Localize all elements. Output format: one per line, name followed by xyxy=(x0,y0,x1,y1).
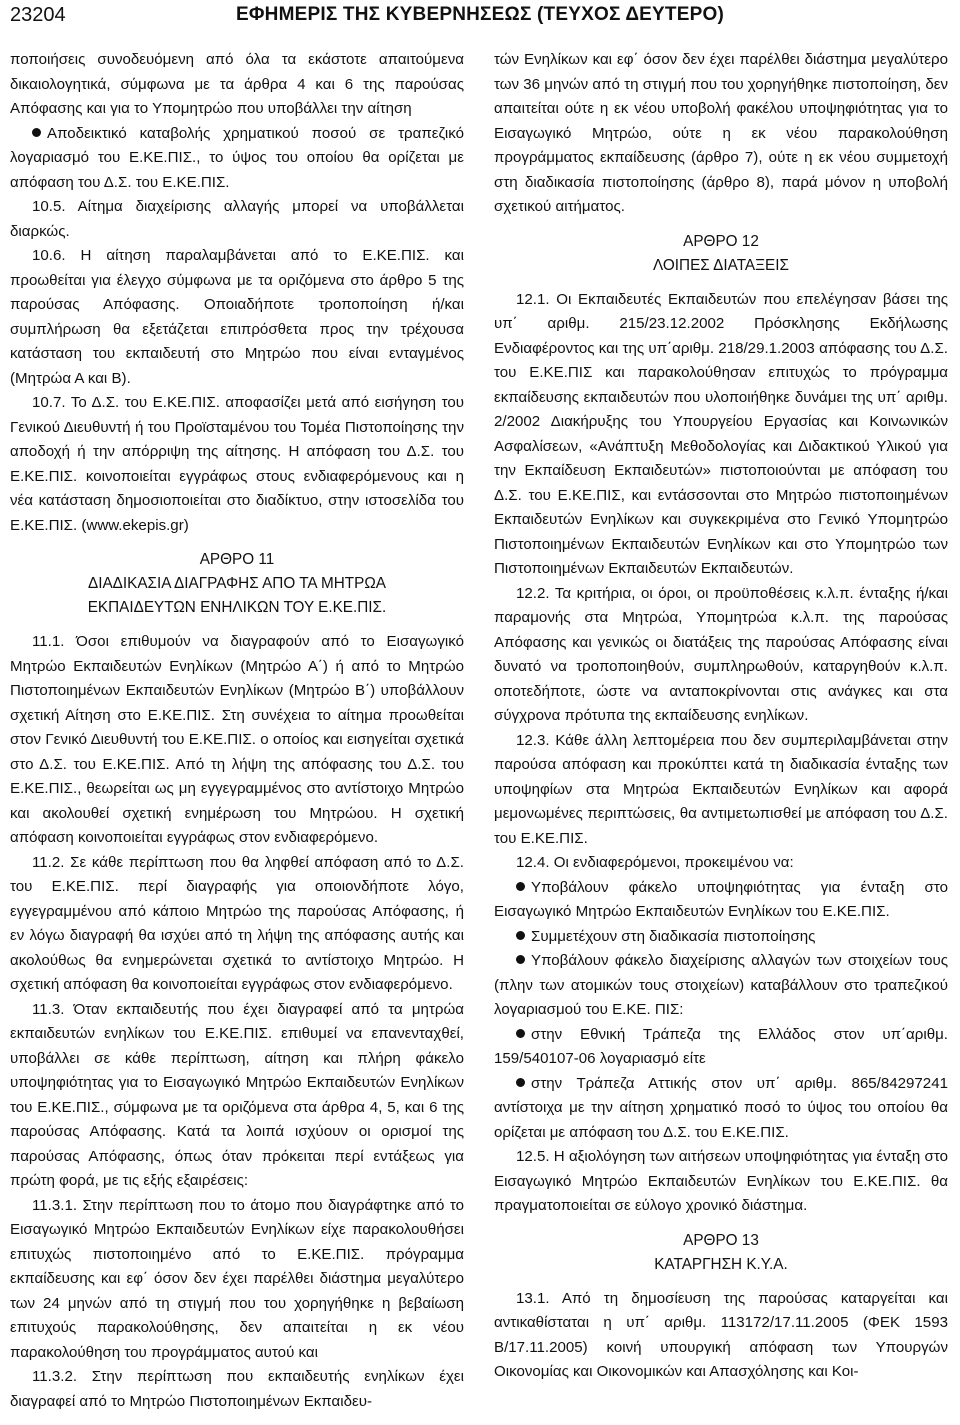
article-subtitle: ΚΑΤΑΡΓΗΣΗ Κ.Υ.Α. xyxy=(654,1255,788,1273)
page-header xyxy=(0,0,960,36)
paragraph-10-7: 10.7. Το Δ.Σ. του Ε.ΚΕ.ΠΙΣ. αποφασίζει μετά από εισήγηση του Γενικού Διευθυντή ή του Προϊσταμένου του Τομέα Πιστοποίησης την αποδοχή ή την απόρριψη της αίτησης. Η απόφαση του Δ.Σ. του Ε.ΚΕ.ΠΙΣ. κοινοποιείται εγγράφως στους ενδιαφερόμενους και η νέα κατάσταση δημοσιοποιείται στο διαδίκτυο, στην ιστοσελίδα του Ε.ΚΕ.ΠΙΣ. (www.ekepis.gr) xyxy=(10,394,464,534)
paragraph-11-3: 11.3. Όταν εκπαιδευτής που έχει διαγραφεί από τα μητρώα εκπαιδευτών ενηλίκων του Ε.ΚΕ.ΠΙΣ. επιθυμεί να επανενταχθεί, υποβάλλει σε κάθε περίπτωση, αίτηση και πλήρη φάκελο υποψηφιότητας για το Εισαγωγικό Μητρώο Εκπαιδευτών Ενηλίκων του Ε.ΚΕ.ΠΙΣ., σύμφωνα με τα οριζόμενα στα άρθρα 4, 5, και 6 της παρούσας Απόφασης. Κατά τα λοιπά ισχύουν οι ορισμοί της παρούσας Απόφασης, όπως όταν πρόκειται περί εντάξεως για πρώτη φορά, με τις εξής εξαιρέσεις: xyxy=(10,1000,464,1189)
bullet-icon xyxy=(516,931,525,940)
article-subtitle: ΔΙΑΔΙΚΑΣΙΑ ΔΙΑΓΡΑΦΗΣ ΑΠΟ ΤΑ ΜΗΤΡΩΑ xyxy=(88,575,386,592)
article-title: ΑΡΘΡΟ 12 xyxy=(683,232,759,250)
bullet-icon xyxy=(516,955,525,964)
bullet-text: στην Τράπεζα Αττικής στον υπ΄ αριθμ. 865/84297241 αντίστοιχα με την αίτηση χρηματικό ποσό το ύψος του οποίου θα ορίζεται με απόφαση του Δ.Σ. του Ε.ΚΕ.ΠΙΣ. xyxy=(494,1074,948,1141)
paragraph-10-5: 10.5. Αίτημα διαχείρισης αλλαγής μπορεί να υποβάλλεται διαρκώς. xyxy=(10,198,464,240)
bullet-icon xyxy=(32,128,41,137)
paragraph-12-1: 12.1. Οι Εκπαιδευτές Εκπαιδευτών που επελέγησαν βάσει της υπ΄ αριθμ. 215/23.12.2002 Πρόσκλησης Εκδήλωσης Ενδιαφέροντος και της υπ΄αριθμ. 218/29.1.2003 απόφασης του Δ.Σ. του Ε.ΚΕ.ΠΙΣ και παρακολούθησαν επιτυχώς το πρόγραμμα εκπαίδευσης εκπαιδευτών που υλοποιήθηκε δυνάμει της υπ΄ αριθμ. 2/2002 Διακήρυξης του Υπουργείου Εργασίας και Κοινωνικών Ασφαλίσεων, «Ανάπτυξη Μεθοδολογίας και Διδακτικού Υλικού για την Εκπαίδευση Εκπαιδευτών» πιστοποιούνται με απόφαση του Δ.Σ. του Ε.ΚΕ.ΠΙΣ, και εντάσσονται στο Μητρώο πιστοποιημένων Εκπαιδευτών Ενηλίκων και συγκεκριμένα στο Γενικό Υπομητρώο Πιστοποιημένων Εκπαιδευτών Ενηλίκων και στο Υπομητρώο των Πιστοποιημένων Εκπαιδευτών Εκπαιδευτών. xyxy=(494,290,948,577)
paragraph-11-2: 11.2. Σε κάθε περίπτωση που θα ληφθεί απόφαση από το Δ.Σ. του Ε.ΚΕ.ΠΙΣ. περί διαγραφής για οποιονδήποτε λόγο, εγγεγραμμένου από κάποιο Μητρώο της παρούσας Απόφασης, ή εν λόγω διαγραφή θα ισχύει από τη λήψη της απόφασης αυτής και ακολούθως θα ενημερώνεται σχετικά το αντίστοιχο Μητρώο. Η σχετική απόφαση θα κοινοποιείται εγγράφως στον ενδιαφερόμενο. xyxy=(10,853,464,993)
bullet-item xyxy=(10,122,464,196)
article-12-heading xyxy=(494,230,948,278)
running-title: ΕΦΗΜΕΡΙΣ ΤΗΣ ΚΥΒΕΡΝΗΣΕΩΣ (ΤΕΥΧΟΣ ΔΕΥΤΕΡΟ) xyxy=(236,4,724,25)
paragraph-12-4: 12.4. Οι ενδιαφερόμενοι, προκειμένου να: xyxy=(516,854,794,871)
article-subtitle: ΛΟΙΠΕΣ ΔΙΑΤΑΞΕΙΣ xyxy=(653,256,789,274)
paragraph-11-1: 11.1. Όσοι επιθυμούν να διαγραφούν από το Εισαγωγικό Μητρώο Εκπαιδευτών Ενηλίκων (Μητρώο Α΄) ή από το Μητρώο Πιστοποιημένων Εκπαιδευτών Ενηλίκων (Μητρώο Β΄) υποβάλλουν σχετική Αίτηση στο Ε.ΚΕ.ΠΙΣ. Στη συνέχεια το αίτημα προωθείται στον Γενικό Διευθυντή του Ε.ΚΕ.ΠΙΣ. ο οποίος και εισηγείται σχετικά στο Δ.Σ. του Ε.ΚΕ.ΠΙΣ. Από τη λήψη της απόφασης του Δ.Σ. του Ε.ΚΕ.ΠΙΣ., θεωρείται ως μη εγγεγραμμένος στο αντίστοιχο Μητρώο και ακολουθεί σχετική ενημέρωση του Μητρώου. Η σχετική απόφαση κοινοποιείται εγγράφως στον ενδιαφερόμενο. xyxy=(10,633,464,846)
bullet-text: στην Εθνική Τράπεζα της Ελλάδος στον υπ΄αριθμ. 159/540107-06 λογαριασμό είτε xyxy=(494,1025,948,1067)
paragraph-12-3: 12.3. Κάθε άλλη λεπτομέρεια που δεν συμπεριλαμβάνεται στην παρούσα απόφαση και προκύπτει κατά τη διαδικασία ένταξης των υποψηφίων στα Μητρώα Εκπαιδευτών Ενηλίκων και αφορά μεμονωμένες περιπτώσεις, θα αντιμετωπισθεί με απόφαση του Δ.Σ. του Ε.ΚΕ.ΠΙΣ. xyxy=(494,731,948,847)
article-title: ΑΡΘΡΟ 13 xyxy=(683,1231,759,1249)
bullet-text: Υποβάλουν φάκελο υποψηφιότητας για ένταξη στο Εισαγωγικό Μητρώο Εκπαιδευτών Ενηλίκων του Ε.ΚΕ.ΠΙΣ. xyxy=(494,878,948,920)
bullet-item xyxy=(494,949,948,1023)
bullet-text: Αποδεικτικό καταβολής χρηματικού ποσού σε τραπεζικό λογαριασμό του Ε.ΚΕ.ΠΙΣ., το ύψος του οποίου θα ορίζεται με απόφαση του Δ.Σ. του Ε.ΚΕ.ΠΙΣ. xyxy=(10,124,464,191)
bullet-text: Υποβάλουν φάκελο διαχείρισης αλλαγών των στοιχείων τους (πλην των ατομικών τους στοιχείων) καταβάλλουν στο τραπεζικού λογαριασμού του Ε.ΚΕ. ΠΙΣ: xyxy=(494,952,948,1018)
article-11-heading xyxy=(10,548,464,620)
right-column xyxy=(494,48,948,1385)
page-number: 23204 xyxy=(10,4,66,26)
article-title: ΑΡΘΡΟ 11 xyxy=(199,551,275,568)
article-13-heading xyxy=(494,1229,948,1277)
paragraph-12-5: 12.5. Η αξιολόγηση των αιτήσεων υποψηφιότητας για ένταξη στο Εισαγωγικό Μητρώο Εκπαιδευτών Ενηλίκων του Ε.ΚΕ.ΠΙΣ. θα πραγματοποιείται σε εύλογο χρονικό διάστημα. xyxy=(494,1148,948,1214)
left-column xyxy=(10,48,464,1414)
bullet-icon xyxy=(516,882,525,891)
paragraph: ποποιήσεις συνοδευόμενη από όλα τα εκάστοτε απαιτούμενα δικαιολογητικά, σύμφωνα με τα άρθρα 4 και 6 της παρούσας Απόφασης και για το Υπομητρώο που υποβάλλει την αίτηση xyxy=(10,51,464,117)
paragraph-12-2: 12.2. Τα κριτήρια, οι όροι, οι προϋποθέσεις κ.λ.π. ένταξης ή/και παραμονής στα Μητρώα, Υπομητρώα κ.λ.π. της παρούσας Απόφασης και γενικώς οι διατάξεις της παρούσας Απόφασης είναι δυνατό να τροποποιηθούν, συμπληρωθούν, καταργηθούν κ.λ.π. οποτεδήποτε, ώστε να ανταποκρίνονται στις ανάγκες και στα σύγχρονα πρότυπα της εκπαίδευσης ενηλίκων. xyxy=(494,584,948,724)
paragraph-11-3-2: 11.3.2. Στην περίπτωση που εκπαιδευτής ενηλίκων έχει διαγραφεί από το Μητρώο Πιστοποιημένων Εκπαιδευ- xyxy=(10,1368,464,1410)
article-subtitle: ΕΚΠΑΙΔΕΥΤΩΝ ΕΝΗΛΙΚΩΝ ΤΟΥ Ε.ΚΕ.ΠΙΣ. xyxy=(87,599,387,616)
paragraph-13-1: 13.1. Από τη δημοσίευση της παρούσας καταργείται και αντικαθίσταται η υπ΄ αριθμ. 113172/17.11.2005 (ΦΕΚ 1593 Β/17.11.2005) κοινή υπουργική απόφαση των Υπουργών Οικονομίας και Οικονομικών και Απασχόλησης και Κοι- xyxy=(494,1289,948,1380)
bullet-item xyxy=(494,1023,948,1072)
bullet-icon xyxy=(516,1029,525,1038)
paragraph-11-3-1: 11.3.1. Στην περίπτωση που το άτομο που διαγράφτηκε από το Εισαγωγικό Μητρώο Εκπαιδευτών Ενηλίκων είχε παρακολουθήσει επιτυχώς πιστοποιημένο από το Ε.ΚΕ.ΠΙΣ. πρόγραμμα εκπαίδευσης και εφ΄ όσον δεν έχει παρέλθει διάστημα μεγαλύτερο των 24 μηνών από τη στιγμή που του χορηγήθηκε η βεβαίωση επιτυχούς παρακολούθησης, δεν απαιτείται η εκ νέου παρακολούθηση του προγράμματος αυτού και xyxy=(10,1196,464,1361)
bullet-item xyxy=(494,1072,948,1146)
paragraph-10-6: 10.6. Η αίτηση παραλαμβάνεται από το Ε.ΚΕ.ΠΙΣ. και προωθείται για έλεγχο σύμφωνα με τα οριζόμενα στο άρθρο 5 της παρούσας Απόφασης. Οποιαδήποτε τροποποίηση ή/και συμπλήρωση θα εξετάζεται επιπρόσθετα προς την τρέχουσα κατάσταση του εκπαιδευτή στο Μητρώο που είναι ενταγμένος (Μητρώα Α και Β). xyxy=(10,247,464,387)
bullet-text: Συμμετέχουν στη διαδικασία πιστοποίησης xyxy=(531,927,816,945)
bullet-item xyxy=(494,925,948,950)
bullet-icon xyxy=(516,1078,525,1087)
bullet-item xyxy=(494,876,948,925)
paragraph: τών Ενηλίκων και εφ΄ όσον δεν έχει παρέλθει διάστημα μεγαλύτερο των 36 μηνών από τη στιγμή που του χορηγήθηκε πιστοποίηση, δεν απαιτείται ούτε η εκ νέου υποβολή φακέλου υποψηφιότητας για το Εισαγωγικό Μητρώο, ούτε η εκ νέου παρακολούθηση προγράμματος εκπαίδευσης (άρθρο 7), ούτε η εκ νέου συμμετοχή στη διαδικασία πιστοποίησης (άρθρο 8), παρά μόνον η υποβολή σχετικού αιτήματος. xyxy=(494,51,949,215)
